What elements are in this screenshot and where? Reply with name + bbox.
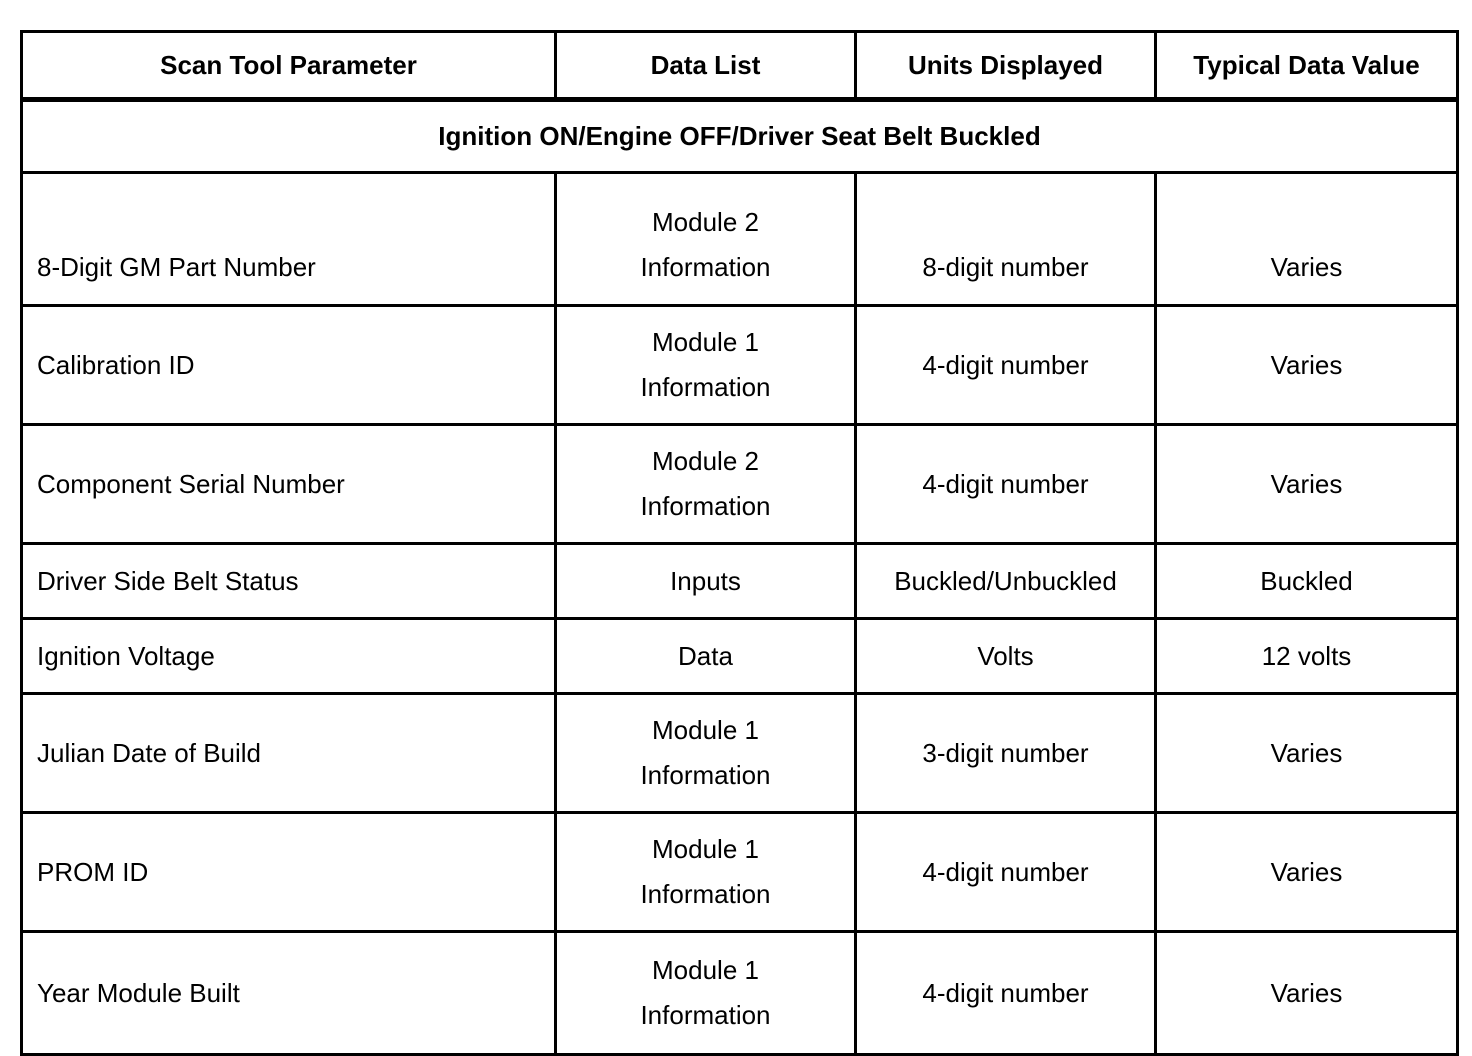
data-list-line1: Module 1 <box>652 715 759 745</box>
typical-value-cell: Varies <box>1156 932 1458 1055</box>
data-list-cell <box>556 306 856 425</box>
units-cell: 4-digit number <box>856 932 1156 1055</box>
header-row <box>22 32 1458 100</box>
typical-value-cell: Varies <box>1156 813 1458 932</box>
data-list-line1: Module 2 <box>652 446 759 476</box>
data-list-line2: Information <box>640 879 771 909</box>
units-cell: 3-digit number <box>856 694 1156 813</box>
data-list-cell <box>556 813 856 932</box>
header-scan-tool-parameter: Scan Tool Parameter <box>22 32 556 100</box>
data-list-line1: Module 1 <box>652 955 759 985</box>
data-list-line2: Information <box>640 1000 771 1030</box>
typical-value-cell: Varies <box>1156 425 1458 544</box>
data-list-cell: Data <box>556 619 856 694</box>
table-row <box>22 306 1458 425</box>
parameter-cell: 8-Digit GM Part Number <box>22 173 556 306</box>
data-list-line2: Information <box>640 252 771 282</box>
typical-value-cell: Varies <box>1156 173 1458 306</box>
units-cell: 4-digit number <box>856 813 1156 932</box>
typical-value-cell: 12 volts <box>1156 619 1458 694</box>
typical-value-cell: Buckled <box>1156 544 1458 619</box>
table-row <box>22 425 1458 544</box>
section-row <box>22 100 1458 173</box>
data-list-cell <box>556 694 856 813</box>
data-list-line1: Module 2 <box>652 207 759 237</box>
data-list-line2: Information <box>640 491 771 521</box>
parameter-cell: Ignition Voltage <box>22 619 556 694</box>
parameter-cell: Component Serial Number <box>22 425 556 544</box>
table-row <box>22 813 1458 932</box>
table-row <box>22 544 1458 619</box>
table-row <box>22 619 1458 694</box>
parameter-cell: Julian Date of Build <box>22 694 556 813</box>
data-list-cell <box>556 425 856 544</box>
units-cell: 4-digit number <box>856 306 1156 425</box>
units-cell: 8-digit number <box>856 173 1156 306</box>
units-cell: 4-digit number <box>856 425 1156 544</box>
table-row <box>22 694 1458 813</box>
header-data-list: Data List <box>556 32 856 100</box>
data-list-line1: Module 1 <box>652 327 759 357</box>
header-typical-data-value: Typical Data Value <box>1156 32 1458 100</box>
table-row <box>22 932 1458 1055</box>
header-units-displayed: Units Displayed <box>856 32 1156 100</box>
typical-value-cell: Varies <box>1156 306 1458 425</box>
scan-tool-data-table <box>20 30 1459 1056</box>
table-row <box>22 173 1458 306</box>
parameter-cell: Calibration ID <box>22 306 556 425</box>
data-list-line2: Information <box>640 372 771 402</box>
data-list-cell <box>556 173 856 306</box>
parameter-cell: Year Module Built <box>22 932 556 1055</box>
data-list-line1: Module 1 <box>652 834 759 864</box>
units-cell: Buckled/Unbuckled <box>856 544 1156 619</box>
data-list-cell <box>556 932 856 1055</box>
section-title: Ignition ON/Engine OFF/Driver Seat Belt Buckled <box>22 100 1458 173</box>
typical-value-cell: Varies <box>1156 694 1458 813</box>
units-cell: Volts <box>856 619 1156 694</box>
parameter-cell: PROM ID <box>22 813 556 932</box>
data-list-line2: Information <box>640 760 771 790</box>
data-list-cell: Inputs <box>556 544 856 619</box>
parameter-cell: Driver Side Belt Status <box>22 544 556 619</box>
